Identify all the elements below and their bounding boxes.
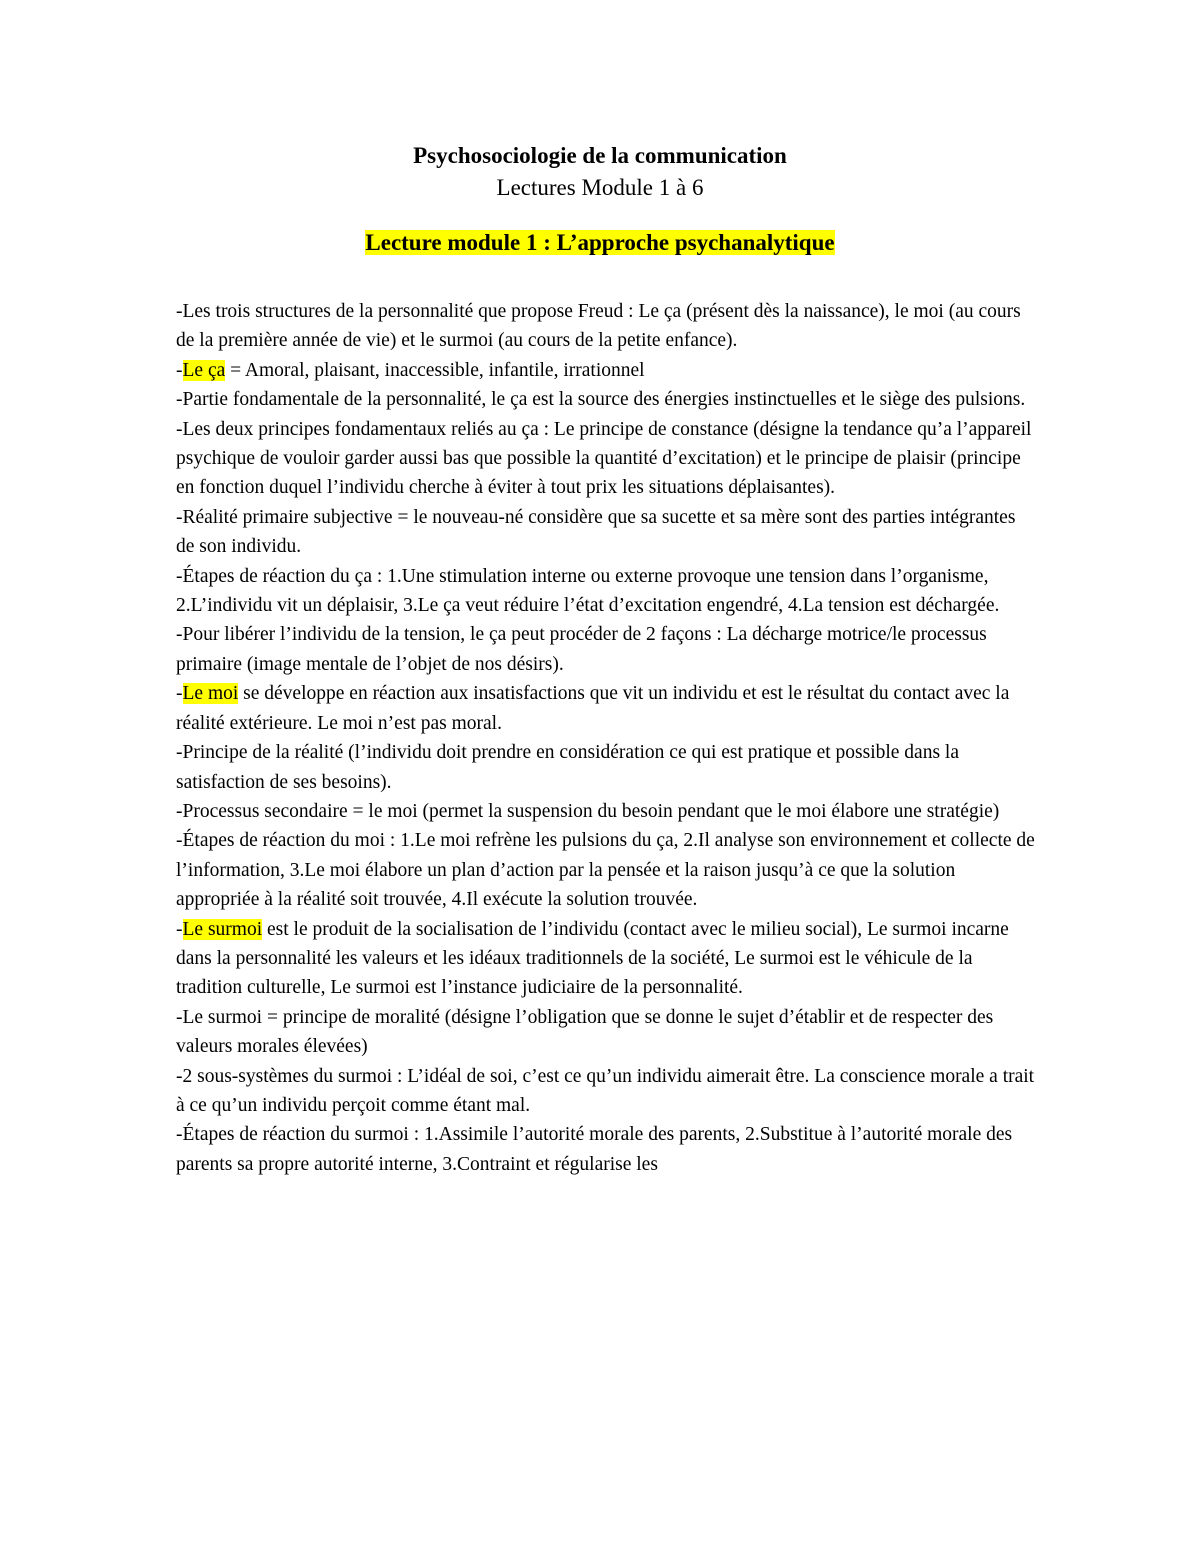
document-header [0, 140, 1200, 259]
paragraph-prefix: - [176, 683, 183, 705]
highlighted-term: Le surmoi [182, 918, 263, 940]
document-subtitle: Lectures Module 1 à 6 [496, 175, 704, 200]
paragraph-rest: = Amoral, plaisant, inaccessible, infantile, irrationnel [225, 359, 645, 381]
paragraph-rest: est le produit de la socialisation de l’individu (contact avec le milieu social), Le surmoi incarne dans la personnalité les valeurs et les idéaux traditionnels de la société, Le surmoi est le véhicule de la tradition culturelle, Le surmoi est l’instance judiciaire de la personnalité. [176, 918, 1009, 999]
document-title: Psychosociologie de la communication [413, 143, 787, 168]
paragraph-prefix: - [176, 918, 183, 940]
highlighted-term: Le moi [182, 683, 239, 705]
paragraph: -Étapes de réaction du surmoi : 1.Assimile l’autorité morale des parents, 2.Substitue à l’autorité morale des parents sa propre autorité interne, 3.Contraint et régularise les [176, 1124, 1013, 1175]
paragraph: -Réalité primaire subjective = le nouveau-né considère que sa sucette et sa mère sont des parties intégrantes de son individu. [176, 506, 1016, 558]
section-heading [0, 227, 1200, 259]
paragraph: -Le surmoi = principe de moralité (désigne l’obligation que se donne le sujet d’établir et de respecter des valeurs morales élevées) [176, 1006, 994, 1058]
paragraph [176, 356, 1036, 385]
paragraph: -Étapes de réaction du ça : 1.Une stimulation interne ou externe provoque une tension dans l’organisme, 2.L’individu vit un déplaisir, 3.Le ça veut réduire l’état d’excitation engendré, 4.La tension est déchargée. [176, 565, 1000, 617]
paragraph: -Processus secondaire = le moi (permet la suspension du besoin pendant que le moi élabore une stratégie) [176, 800, 1000, 822]
paragraph: -Étapes de réaction du moi : 1.Le moi refrène les pulsions du ça, 2.Il analyse son environnement et collecte de l’information, 3.Le moi élabore un plan d’action par la pensée et la raison jusqu’à ce que la solution appropriée à la réalité soit trouvée, 4.Il exécute la solution trouvée. [176, 830, 1035, 911]
paragraph [176, 679, 1036, 738]
paragraph: -Partie fondamentale de la personnalité, le ça est la source des énergies instinctuelles et le siège des pulsions. [176, 389, 1026, 411]
paragraph-rest: se développe en réaction aux insatisfactions que vit un individu et est le résultat du contact avec la réalité extérieure. Le moi n’est pas moral. [176, 683, 1010, 734]
paragraph: -Principe de la réalité (l’individu doit prendre en considération ce qui est pratique et possible dans la satisfaction de ses besoins). [176, 742, 959, 793]
paragraph [176, 915, 1036, 1003]
section-heading-text: Lecture module 1 : L’approche psychanalytique [365, 230, 835, 255]
paragraph: -Pour libérer l’individu de la tension, le ça peut procéder de 2 façons : La décharge motrice/le processus primaire (image mentale de l’objet de nos désirs). [176, 624, 987, 675]
paragraph: -Les deux principes fondamentaux reliés au ça : Le principe de constance (désigne la tendance qu’a l’appareil psychique de vouloir garder aussi bas que possible la quantité d’excitation) et le principe de plaisir (principe en fonction duquel l’individu cherche à éviter à tout prix les situations déplaisantes). [176, 418, 1032, 499]
body-text [176, 297, 1036, 1179]
highlighted-term: Le ça [182, 359, 226, 381]
paragraph: -2 sous-systèmes du surmoi : L’idéal de soi, c’est ce qu’un individu aimerait être. La conscience morale a trait à ce qu’un individu perçoit comme étant mal. [176, 1065, 1035, 1116]
paragraph-prefix: - [176, 359, 183, 381]
paragraph: -Les trois structures de la personnalité que propose Freud : Le ça (présent dès la naissance), le moi (au cours de la première année de vie) et le surmoi (au cours de la petite enfance). [176, 301, 1021, 352]
